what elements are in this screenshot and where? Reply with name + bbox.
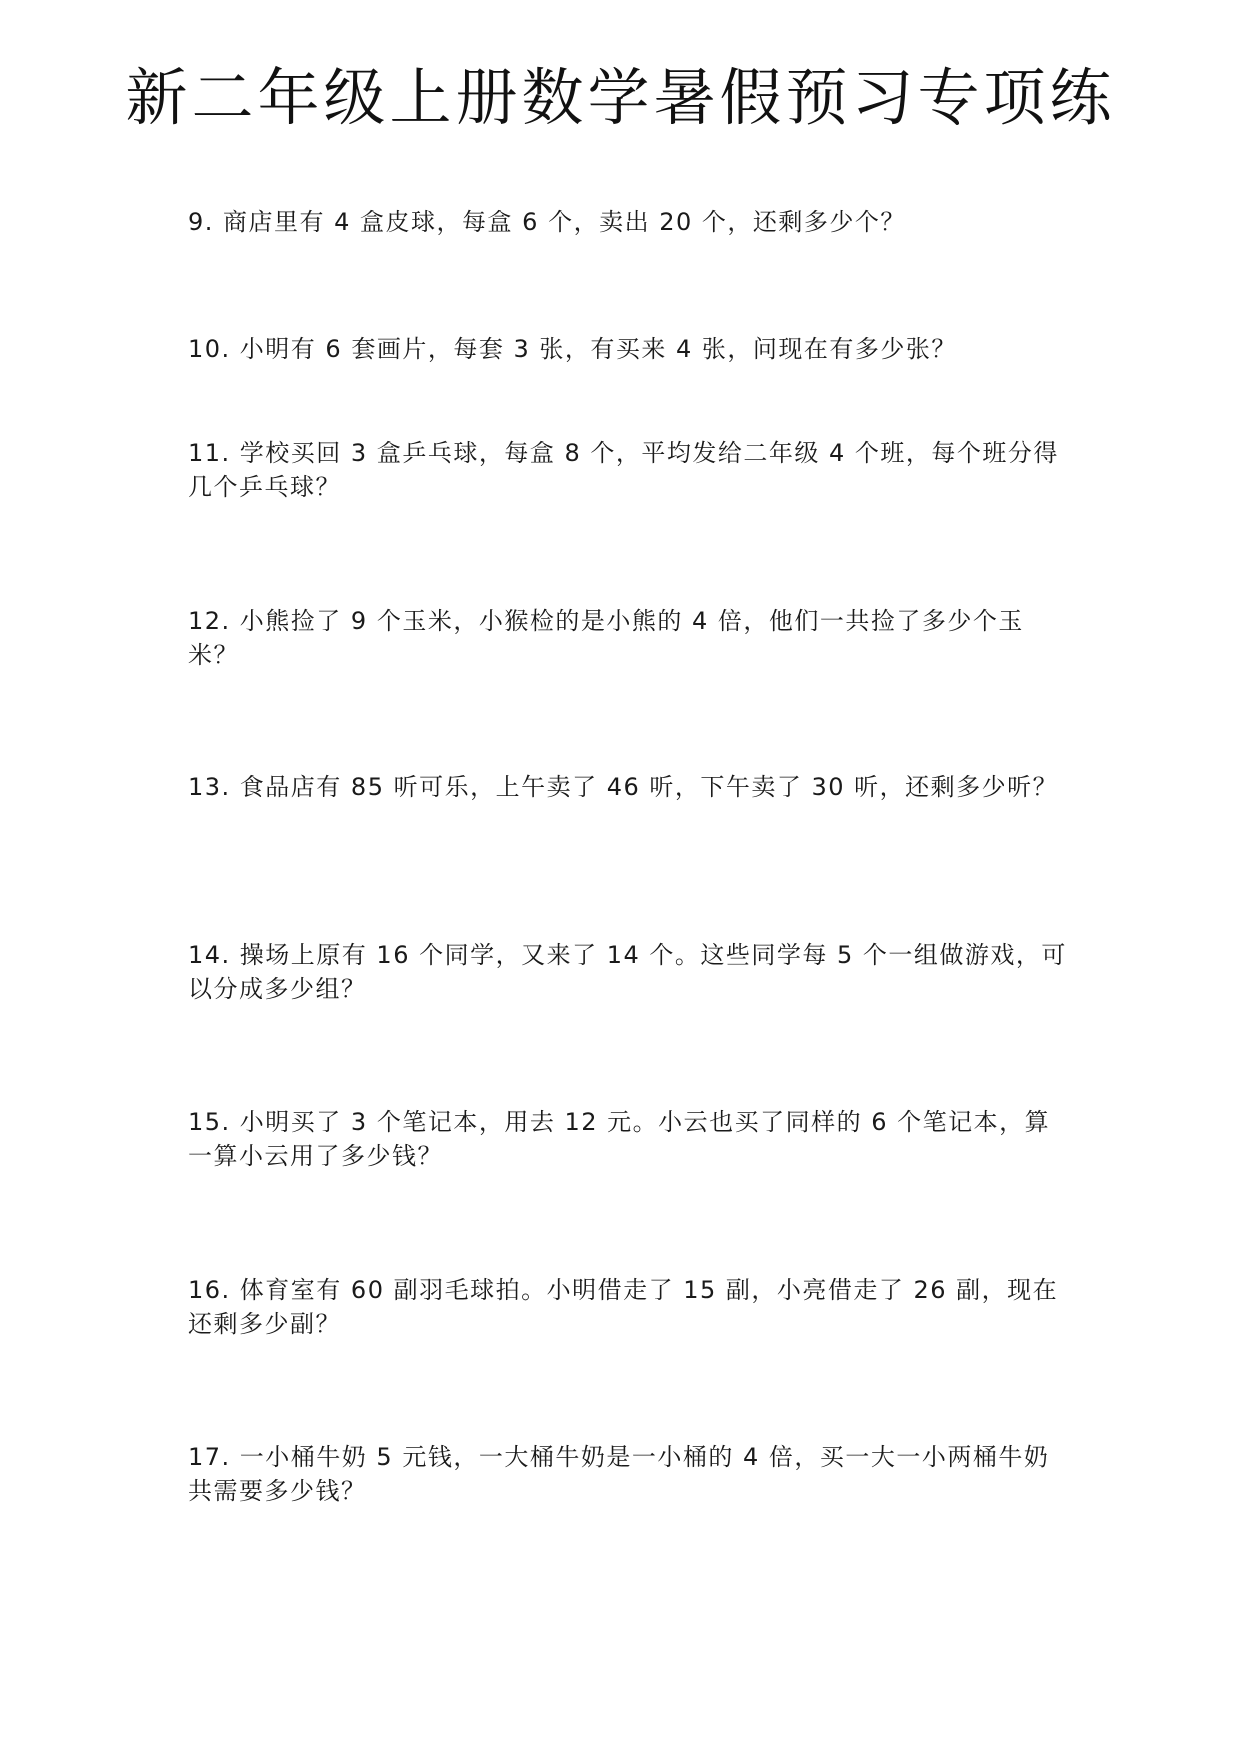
question-12: 12. 小熊捡了 9 个玉米，小猴检的是小熊的 4 倍，他们一共捡了多少个玉米？ — [188, 607, 1024, 669]
question-11: 11. 学校买回 3 盒乒乓球，每盒 8 个，平均发给二年级 4 个班，每个班分得几个乒乓球？ — [188, 439, 1059, 501]
question-10: 10. 小明有 6 套画片，每套 3 张，有买来 4 张，问现在有多少张？ — [188, 335, 957, 363]
question-14: 14. 操场上原有 16 个同学，又来了 14 个。这些同学每 5 个一组做游戏，可以分成多少组？ — [188, 941, 1067, 1003]
page-title: 新二年级上册数学暑假预习专项练 — [125, 61, 1116, 134]
question-16: 16. 体育室有 60 副羽毛球拍。小明借走了 15 副，小亮借走了 26 副，现在还剩多少副？ — [188, 1276, 1059, 1338]
question-13: 13. 食品店有 85 听可乐，上午卖了 46 听，下午卖了 30 听，还剩多少听？ — [188, 773, 1059, 801]
question-9: 9. 商店里有 4 盒皮球，每盒 6 个，卖出 20 个，还剩多少个？ — [188, 208, 906, 236]
question-15: 15. 小明买了 3 个笔记本，用去 12 元。小云也买了同样的 6 个笔记本，算一算小云用了多少钱？ — [188, 1108, 1051, 1170]
question-17: 17. 一小桶牛奶 5 元钱，一大桶牛奶是一小桶的 4 倍，买一大一小两桶牛奶共需要多少钱？ — [188, 1443, 1050, 1505]
